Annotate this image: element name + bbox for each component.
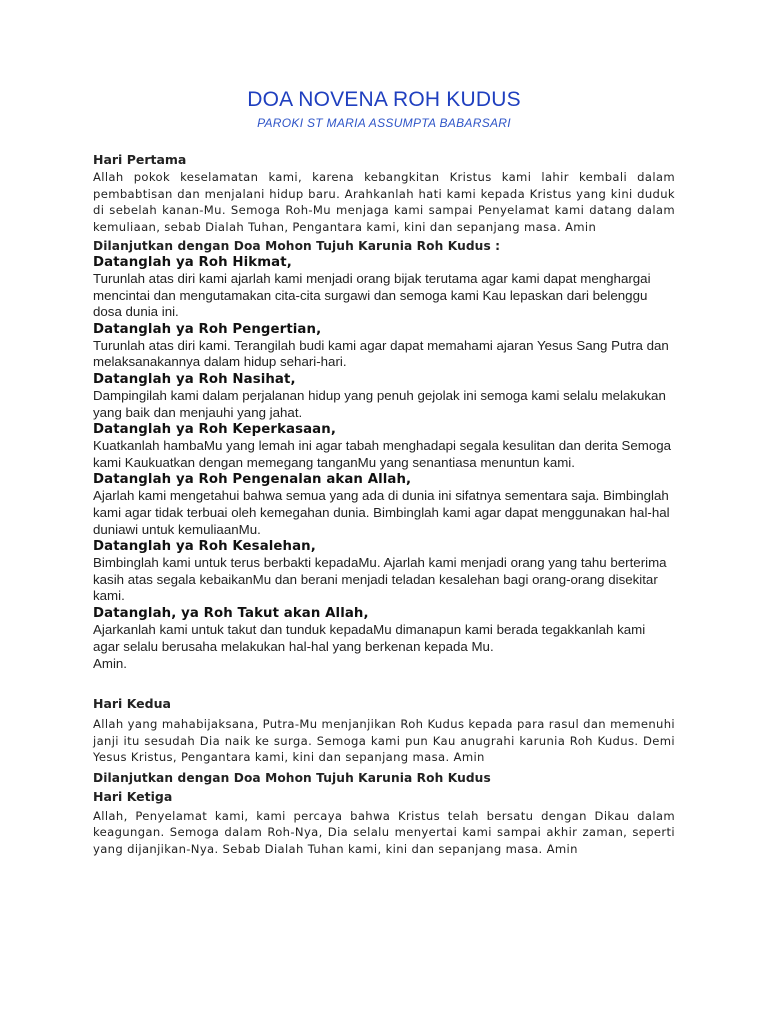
document-body xyxy=(93,152,675,857)
gift-item xyxy=(93,421,675,471)
day-prayer: Allah pokok keselamatan kami, karena kebangkitan Kristus kami lahir kembali dalam pembabtisan dan menjalani hidup baru. Arahkanlah hati kami kepada Kristus yang kini duduk di sebelah kanan-Mu. Semoga Roh-Mu menjaga kami sampai Penyelamat kami datang dalam kemuliaan, sebab Dialah Tuhan, Pengantara kami, kini dan sepanjang masa. Amin xyxy=(93,170,675,234)
gift-item xyxy=(93,538,675,605)
continuation-note: Dilanjutkan dengan Doa Mohon Tujuh Karunia Roh Kudus xyxy=(93,770,491,785)
gift-text: Dampingilah kami dalam perjalanan hidup yang penuh gejolak ini semoga kami selalu melakukan yang baik dan menjauhi yang jahat. xyxy=(93,387,666,420)
document-title: DOA NOVENA ROH KUDUS xyxy=(247,88,521,111)
amin-line: Amin. xyxy=(93,656,127,672)
continuation-note: Dilanjutkan dengan Doa Mohon Tujuh Karunia Roh Kudus : xyxy=(93,239,501,253)
gift-title: Datanglah ya Roh Nasihat, xyxy=(93,371,296,387)
gift-item xyxy=(93,371,675,421)
gift-item xyxy=(93,471,675,538)
gift-text: Kuatkanlah hambaMu yang lemah ini agar tabah menghadapi segala kesulitan dan derita Semoga kami Kaukuatkan dengan memegang tanganMu yang senantiasa menuntun kami. xyxy=(93,438,672,470)
day-section-1 xyxy=(93,152,675,672)
gift-item xyxy=(93,321,675,371)
gift-title: Datanglah ya Roh Kesalehan, xyxy=(93,539,316,555)
gift-title: Datanglah ya Roh Pengenalan akan Allah, xyxy=(93,472,412,488)
gift-title: Datanglah ya Roh Hikmat, xyxy=(93,255,292,270)
day-section-3 xyxy=(93,789,675,858)
gift-list xyxy=(93,254,675,655)
gift-text: Turunlah atas diri kami. Terangilah budi kami agar dapat memahami ajaran Yesus Sang Putra dan melaksanakannya dalam hidup sehari-hari. xyxy=(93,337,669,370)
day-heading: Hari Ketiga xyxy=(93,788,173,804)
day-prayer: Allah yang mahabijaksana, Putra-Mu menjanjikan Roh Kudus kepada para rasul dan memenuhi janji itu sesudah Dia naik ke surga. Semoga kami pun Kau anugrahi karunia Roh Kudus. Demi Yesus Kristus, Pengantara kami, kini dan sepanjang masa. Amin xyxy=(93,717,675,765)
gift-title: Datanglah ya Roh Pengertian, xyxy=(93,321,322,337)
gift-text: Ajarlah kami mengetahui bahwa semua yang ada di dunia ini sifatnya sementara saja. Bimbinglah kami agar tidak terbuai oleh kemegahan dunia. Bimbinglah kami agar dapat menggunakan hal-hal duniawi untuk kemuliaanMu. xyxy=(93,488,670,537)
gift-item xyxy=(93,254,675,321)
day-section-2 xyxy=(93,696,675,786)
gift-title: Datanglah ya Roh Keperkasaan, xyxy=(93,422,336,438)
gift-text: Ajarkanlah kami untuk takut dan tunduk kepadaMu dimanapun kami berada tegakkanlah kami agar selalu berusaha melakukan hal-hal yang berkenan kepada Mu. xyxy=(93,621,646,654)
gift-title: Datanglah, ya Roh Takut akan Allah, xyxy=(93,605,369,621)
day-prayer: Allah, Penyelamat kami, kami percaya bahwa Kristus telah bersatu dengan Dikau dalam keagungan. Semoga dalam Roh-Nya, Dia selalu menyertai kami sampai akhir zaman, seperti yang dijanjikan-Nya. Sebab Dialah Tuhan kami, kini dan sepanjang masa. Amin xyxy=(93,808,675,856)
gift-item xyxy=(93,605,675,655)
gift-text: Bimbinglah kami untuk terus berbakti kepadaMu. Ajarlah kami menjadi orang yang tahu berterima kasih atas segala kebaikanMu dan berani menjadi teladan kesalehan bagi orang-orang disekitar kami. xyxy=(93,555,667,604)
gift-text: Turunlah atas diri kami ajarlah kami menjadi orang bijak terutama agar kami dapat menghargai mencintai dan mengutamakan cita-cita surgawi dan semoga kami Kau lepaskan dari belenggu dosa dunia ini. xyxy=(93,271,651,320)
document-subtitle: PAROKI ST MARIA ASSUMPTA BABARSARI xyxy=(257,116,511,130)
day-heading: Hari Pertama xyxy=(93,152,187,167)
day-heading: Hari Kedua xyxy=(93,696,171,712)
